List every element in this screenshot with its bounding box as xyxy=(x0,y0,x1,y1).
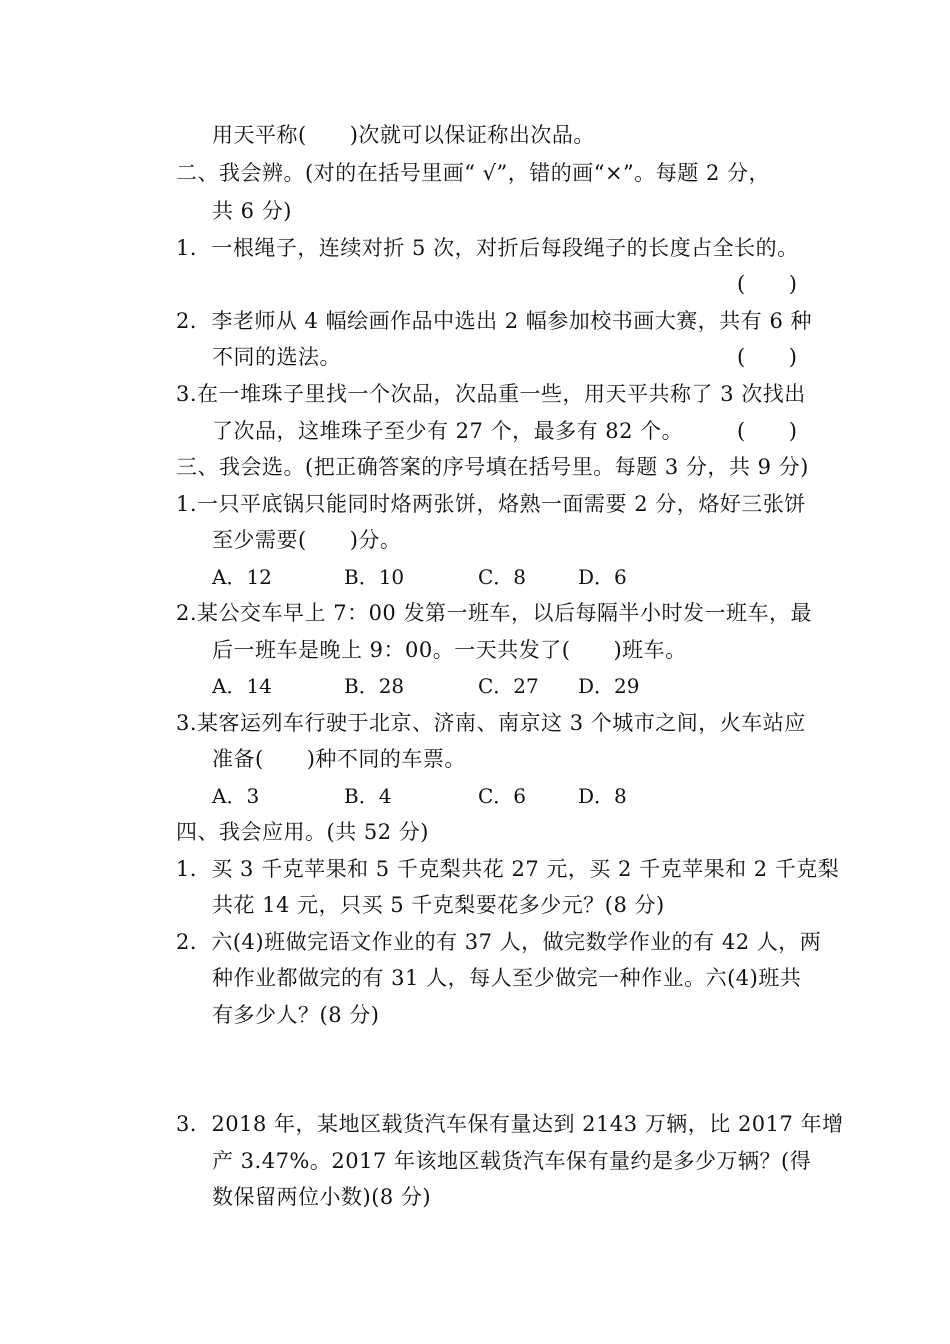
apply-q3-cont: 产 3.47%。2017 年该地区载货汽车保有量约是多少万辆？(得 xyxy=(212,1149,812,1173)
judge-q3-answer-blank[interactable]: ( ) xyxy=(737,419,798,443)
continued-question-text: 用天平称( )次就可以保证称出次品。 xyxy=(212,123,595,147)
choice-q1-cont: 至少需要( )分。 xyxy=(212,528,402,552)
choice-q1-option-c[interactable]: C．8 xyxy=(478,565,527,589)
judge-q2-answer-blank[interactable]: ( ) xyxy=(737,345,798,369)
choice-q2: 2.某公交车早上 7：00 发第一班车，以后每隔半小时发一班车，最 xyxy=(176,601,812,625)
judge-q1: 1．一根绳子，连续对折 5 次，对折后每段绳子的长度占全长的。 xyxy=(176,236,799,260)
section-4-heading: 四、我会应用。(共 52 分) xyxy=(176,820,429,844)
choice-q2-option-c[interactable]: C．27 xyxy=(478,674,539,698)
choice-q3-option-b[interactable]: B．4 xyxy=(344,784,392,808)
judge-q2: 2．李老师从 4 幅绘画作品中选出 2 幅参加校书画大赛，共有 6 种 xyxy=(176,309,812,333)
judge-q3: 3.在一堆珠子里找一个次品，次品重一些，用天平共称了 3 次找出 xyxy=(176,382,806,406)
apply-q1-cont: 共花 14 元，只买 5 千克梨要花多少元？(8 分) xyxy=(212,893,665,917)
choice-q3-option-d[interactable]: D．8 xyxy=(578,784,627,808)
apply-q3-cont-2: 数保留两位小数)(8 分) xyxy=(212,1185,432,1209)
section-2-heading: 二、我会辨。(对的在括号里画“ √”，错的画“×”。每题 2 分， xyxy=(176,161,770,185)
choice-q1: 1.一只平底锅只能同时烙两张饼，烙熟一面需要 2 分，烙好三张饼 xyxy=(176,492,806,516)
apply-q3: 3．2018 年，某地区载货汽车保有量达到 2143 万辆，比 2017 年增 xyxy=(176,1112,844,1136)
apply-q2-cont: 种作业都做完的有 31 人，每人至少做完一种作业。六(4)班共 xyxy=(212,966,802,990)
choice-q2-cont: 后一班车是晚上 9：00。一天共发了( )班车。 xyxy=(212,638,687,662)
choice-q1-option-b[interactable]: B．10 xyxy=(344,565,405,589)
judge-q2-cont: 不同的选法。 xyxy=(212,345,341,369)
apply-q2-cont-2: 有多少人？(8 分) xyxy=(212,1003,380,1027)
choice-q2-option-b[interactable]: B．28 xyxy=(344,674,405,698)
judge-q3-cont: 了次品，这堆珠子至少有 27 个，最多有 82 个。 xyxy=(212,419,684,443)
choice-q2-option-a[interactable]: A．14 xyxy=(212,674,272,698)
choice-q1-option-d[interactable]: D．6 xyxy=(578,565,627,589)
choice-q2-option-d[interactable]: D．29 xyxy=(578,674,640,698)
section-3-heading: 三、我会选。(把正确答案的序号填在括号里。每题 3 分，共 9 分) xyxy=(176,455,809,479)
apply-q1: 1．买 3 千克苹果和 5 千克梨共花 27 元，买 2 千克苹果和 2 千克梨 xyxy=(176,857,840,881)
choice-q3: 3.某客运列车行驶于北京、济南、南京这 3 个城市之间，火车站应 xyxy=(176,711,806,735)
choice-q3-option-a[interactable]: A．3 xyxy=(212,784,260,808)
choice-q1-option-a[interactable]: A．12 xyxy=(212,565,272,589)
apply-q2: 2．六(4)班做完语文作业的有 37 人，做完数学作业的有 42 人，两 xyxy=(176,930,822,954)
judge-q1-answer-blank[interactable]: ( ) xyxy=(737,272,798,296)
choice-q3-option-c[interactable]: C．6 xyxy=(478,784,527,808)
choice-q3-cont: 准备( )种不同的车票。 xyxy=(212,747,466,771)
section-2-heading-cont: 共 6 分) xyxy=(212,199,292,223)
